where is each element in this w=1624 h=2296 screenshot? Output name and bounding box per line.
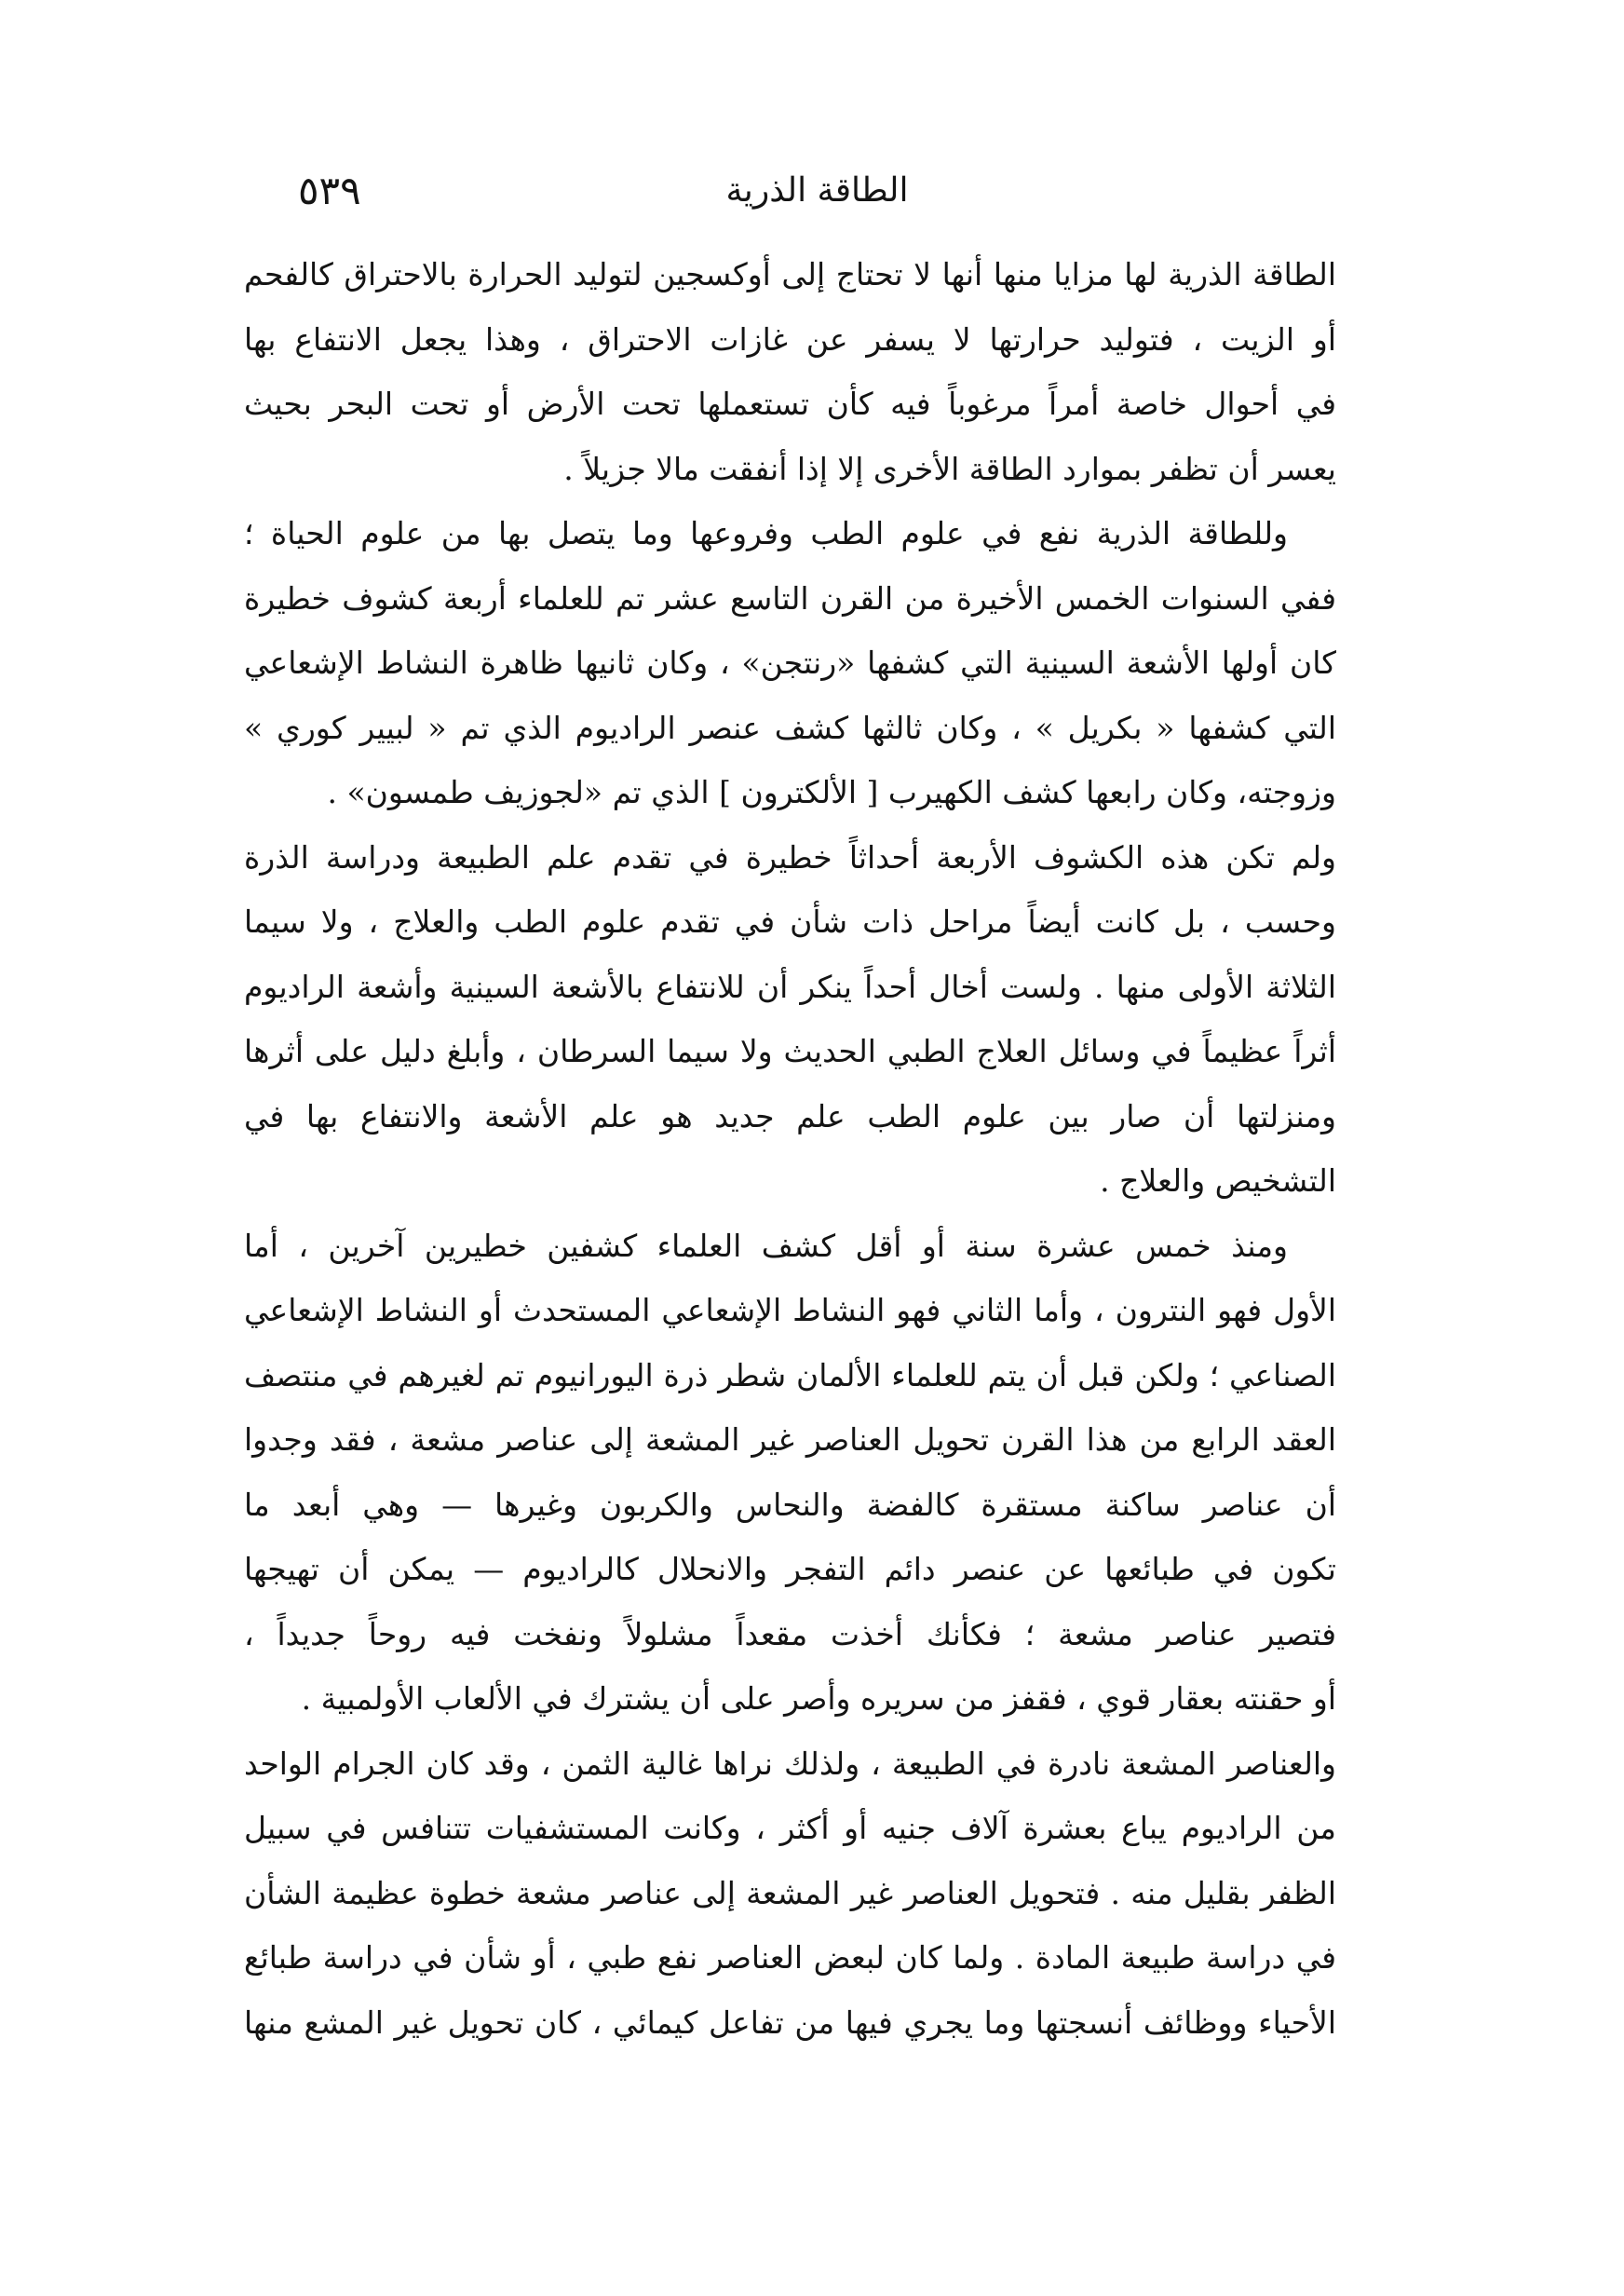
text-line: وحسب ، بل كانت أيضاً مراحل ذات شأن في تقدم علوم الطب والعلاج ، ولا سيما <box>244 903 1336 940</box>
text-line: من الراديوم يباع بعشرة آلاف جنيه أو أكثر ، وكانت المستشفيات تتنافس في سبيل <box>244 1810 1336 1846</box>
text-line: الأول فهو النترون ، وأما الثاني فهو النشاط الإشعاعي المستحدث أو النشاط الإشعاعي <box>244 1292 1336 1328</box>
text-line: والعناصر المشعة نادرة في الطبيعة ، ولذلك نراها غالية الثمن ، وقد كان الجرام الواحد <box>244 1745 1336 1782</box>
text-line: في أحوال خاصة أمراً مرغوباً فيه كأن تستعملها تحت الأرض أو تحت البحر بحيث <box>244 386 1336 422</box>
text-line: الظفر بقليل منه . فتحويل العناصر غير المشعة إلى عناصر مشعة خطوة عظيمة الشأن <box>244 1874 1336 1911</box>
text-line: يعسر أن تظفر بموارد الطاقة الأخرى إلا إذا أنفقت مالا جزيلاً . <box>563 450 1336 487</box>
text-line: وللطاقة الذرية نفع في علوم الطب وفروعها وما يتصل بها من علوم الحياة ؛ <box>244 515 1288 551</box>
text-line: ولم تكن هذه الكشوف الأربعة أحداثاً خطيرة في تقدم علم الطبيعة ودراسة الذرة <box>244 838 1336 876</box>
text-line: الثلاثة الأولى منها . ولست أخال أحداً ينكر أن للانتفاع بالأشعة السينية وأشعة الراديوم <box>244 968 1336 1005</box>
page-header <box>298 158 1336 224</box>
text-line: وزوجته، وكان رابعها كشف الكهيرب [ الألكترون ] الذي تم «لجوزيف طمسون» . <box>327 774 1336 810</box>
text-line: في دراسة طبيعة المادة . ولما كان لبعض العناصر نفع طبي ، أو شأن في دراسة طبائع <box>244 1939 1336 1976</box>
text-line: أو حقنته بعقار قوي ، فقفز من سريره وأصر على أن يشترك في الألعاب الأولمبية . <box>301 1680 1336 1717</box>
text-line: الأحياء ووظائف أنسجتها وما يجري فيها من تفاعل كيمائي ، كان تحويل غير المشع منها <box>244 2004 1336 2041</box>
body-text <box>244 242 1336 2055</box>
text-line: الطاقة الذرية لها مزايا منها أنها لا تحتاج إلى أوكسجين لتوليد الحرارة بالاحتراق كالفحم <box>244 256 1336 292</box>
text-line: الصناعي ؛ ولكن قبل أن يتم للعلماء الألمان شطر ذرة اليورانيوم تم لغيرهم في منتصف <box>244 1356 1336 1393</box>
text-line: ومنزلتها أن صار بين علوم الطب علم جديد هو علم الأشعة والانتفاع بها في <box>244 1097 1336 1134</box>
text-line: ومنذ خمس عشرة سنة أو أقل كشف العلماء كشفين خطيرين آخرين ، أما <box>244 1227 1288 1264</box>
text-line: أن عناصر ساكنة مستقرة كالفضة والنحاس والكربون وغيرها — وهي أبعد ما <box>244 1486 1336 1523</box>
page-number: ٥٣٩ <box>298 168 361 213</box>
text-line: فتصير عناصر مشعة ؛ فكأنك أخذت مقعداً مشلولاً ونفخت فيه روحاً جديداً ، <box>244 1615 1336 1652</box>
text-line: تكون في طبائعها عن عنصر دائم التفجر والانحلال كالراديوم — يمكن أن تهيجها <box>244 1551 1336 1587</box>
text-line: كان أولها الأشعة السينية التي كشفها «رنتجن» ، وكان ثانيها ظاهرة النشاط الإشعاعي <box>244 645 1336 681</box>
text-line: العقد الرابع من هذا القرن تحويل العناصر غير المشعة إلى عناصر مشعة ، فقد وجدوا <box>244 1421 1336 1458</box>
text-line: ففي السنوات الخمس الأخيرة من القرن التاسع عشر تم للعلماء أربعة كشوف خطيرة <box>244 579 1336 617</box>
text-line: أو الزيت ، فتوليد حرارتها لا يسفر عن غازات الاحتراق ، وهذا يجعل الانتفاع بها <box>244 320 1336 358</box>
text-line: التي كشفها « بكريل » ، وكان ثالثها كشف عنصر الراديوم الذي تم « لبيير كوري » <box>244 709 1336 746</box>
text-line: أثراً عظيماً في وسائل العلاج الطبي الحديث ولا سيما السرطان ، وأبلغ دليل على أثرها <box>244 1033 1336 1069</box>
running-title: الطاقة الذرية <box>725 171 909 210</box>
text-line: التشخيص والعلاج . <box>1100 1162 1336 1199</box>
